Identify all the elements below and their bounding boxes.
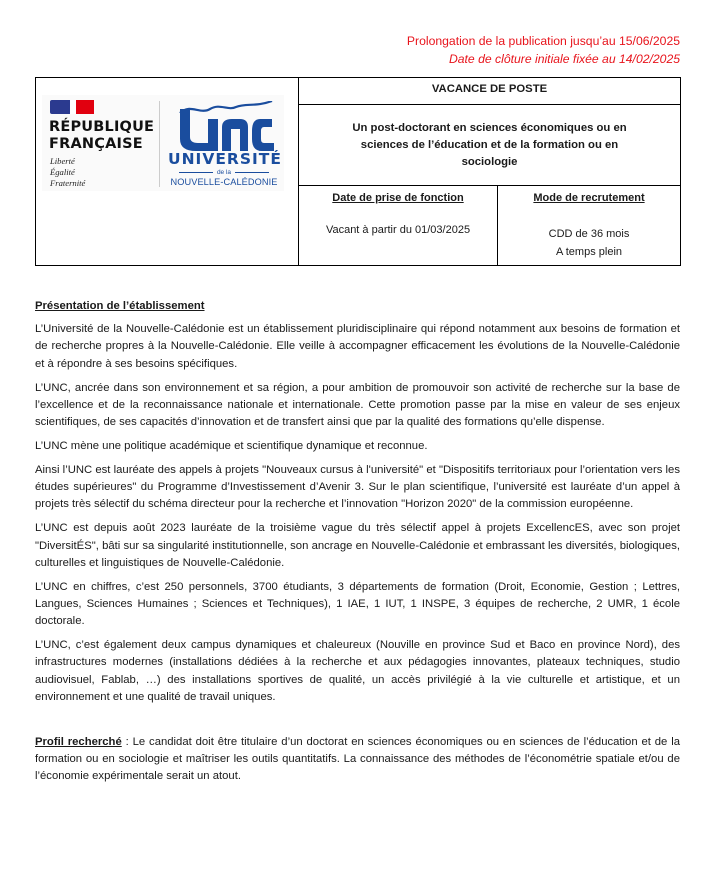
initial-closing-date: Date de clôture initiale fixée au 14/02/2025 bbox=[448, 52, 680, 66]
logos-banner bbox=[42, 95, 284, 191]
republique-title: RÉPUBLIQUE FRANÇAISE bbox=[49, 119, 155, 152]
section-title-presentation: Présentation de l’établissement bbox=[35, 300, 205, 312]
marianne-flag-icon bbox=[50, 100, 94, 114]
logo-cell bbox=[36, 78, 299, 265]
start-date-label: Date de prise de fonction bbox=[332, 192, 464, 204]
paragraph: L’UNC mène une politique académique et scientifique dynamique et reconnue. bbox=[35, 440, 428, 453]
start-date-cell bbox=[299, 186, 498, 265]
paragraph: L’Université de la Nouvelle-Calédonie est un établissement pluridisciplinaire qui répond notamment aux besoins de formation et de recherche propres à la Nouvelle-Calédonie. Elle veille à accompagner efficacement les évolutions de la Nouvelle-Calédonie et à répondre à ses besoins spécifiques. bbox=[35, 323, 680, 370]
recruitment-mode-value bbox=[498, 225, 680, 261]
unc-logo bbox=[168, 97, 280, 189]
unc-universite-label: UNIVERSITÉ bbox=[168, 150, 282, 168]
recruitment-mode-label: Mode de recrutement bbox=[533, 192, 645, 204]
unc-de-la-label: de la bbox=[168, 169, 280, 176]
contract-duration: CDD de 36 mois bbox=[548, 228, 630, 240]
work-time: A temps plein bbox=[555, 246, 623, 258]
unc-letters-icon bbox=[176, 101, 274, 151]
paragraph: Ainsi l’UNC est lauréate des appels à projets "Nouveaux cursus à l'université" et "Dispositifs territoriaux pour l’orientation vers les études supérieures" du Programme d’Investissement d’Avenir 3. Sur le plan scientifique, l’université est lauréate d’un appel à projets très sélectif du schéma directeur pour la recherche et l’innovation "Horizon 2020" de la commission européenne. bbox=[35, 464, 680, 511]
extension-notice: Prolongation de la publication jusqu’au 15/06/2025 bbox=[406, 34, 680, 48]
start-date-value: Vacant à partir du 01/03/2025 bbox=[325, 224, 471, 236]
republique-francaise-logo bbox=[46, 100, 156, 189]
publication-notice bbox=[407, 32, 680, 68]
vacancy-title: VACANCE DE POSTE bbox=[299, 78, 680, 105]
paragraph: L’UNC, ancrée dans son environnement et sa région, a pour ambition de promouvoir son activité de recherche sur la base de l’excellence et de la reconnaissance nationale et internationale. Cette promotion passe par la mise en valeur de ses enjeux scientifiques, de ses capacités d’innovation et de transfert ainsi que par la qualité des formations qu’elle dispense. bbox=[35, 381, 680, 429]
profile-paragraph bbox=[35, 734, 680, 786]
logo-divider bbox=[159, 101, 160, 187]
document-body bbox=[35, 298, 680, 792]
paragraph: L’UNC est depuis août 2023 lauréate de la troisième vague du très sélectif appel à projets ExcellencES, avec son projet "DiversitÉS", bâti sur sa singularité institutionnelle, son ancrage en Nouvelle-Calédonie et embrassant les diversités, biologiques, culturelles et linguistiques de Nouvelle-Calédonie. bbox=[35, 522, 680, 569]
job-header-table bbox=[35, 77, 681, 266]
vacancy-subject: Un post-doctorant en sciences économiques ou en sciences de l’éducation et de la formation ou en sociologie bbox=[352, 121, 627, 168]
header-info-column bbox=[299, 78, 680, 265]
paragraph: L’UNC, c’est également deux campus dynamiques et chaleureux (Nouville en province Sud et Baco en province Nord), des infrastructures modernes (installations dédiées à la recherche et aux pédagogies innovantes, plateaux techniques, studio audiovisuel, Fablab, …) des installations sportives de qualité, un accès privilégié à la vie culturelle et artistique, et un environnement et une qualité de travail uniques. bbox=[35, 639, 680, 703]
recruitment-mode-cell bbox=[498, 186, 680, 265]
profile-text: : Le candidat doit être titulaire d’un doctorat en sciences économiques ou en sciences de l’éducation et de la formation ou en sociologie et maîtriser les outils quantitatifs. La connaissance des méthodes de l’économétrie spatiale et/ou de l’économie expérimentale serait un atout. bbox=[35, 736, 680, 783]
profile-label: Profil recherché bbox=[35, 736, 122, 749]
republique-motto: Liberté Égalité Fraternité bbox=[50, 156, 86, 188]
paragraph: L’UNC en chiffres, c’est 250 personnels, 3700 étudiants, 3 départements de formation (Droit, Economie, Gestion ; Lettres, Langues, Sciences Humaines ; Sciences et Techniques), 1 IAE, 1 IUT, 1 INSPE, 3 équipes de recherche, 2 UMR, 1 école doctorale. bbox=[35, 580, 680, 628]
vacancy-subject-cell bbox=[299, 105, 680, 186]
unc-nouvelle-caledonie-label: NOUVELLE-CALÉDONIE bbox=[170, 177, 278, 187]
